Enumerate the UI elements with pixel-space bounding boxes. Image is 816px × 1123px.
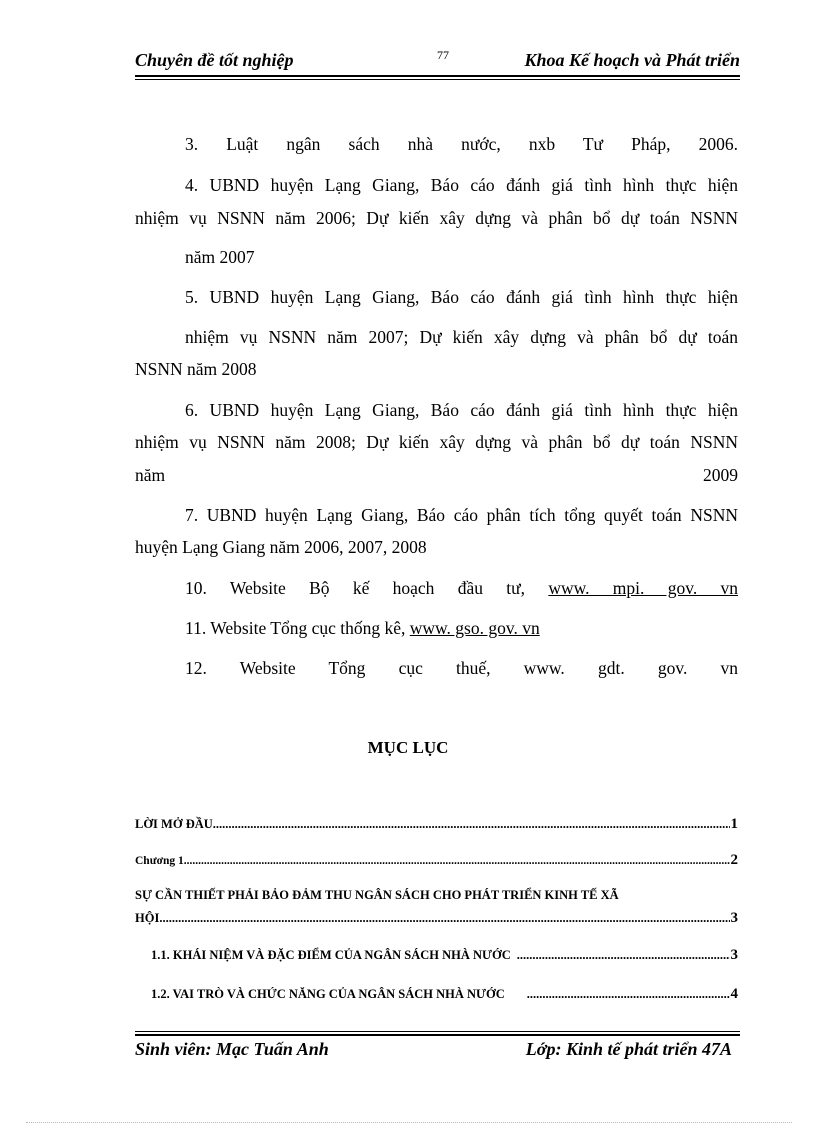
toc-title: MỤC LỤC [367,738,449,757]
reference-6-line-2: nhiệm vụ NSNN năm 2008; Dự kiến xây dựng và phân bổ dự toán NSNN [135,432,738,452]
reference-10 [135,578,738,598]
reference-6-year: 2009 [703,465,738,485]
toc-entry-label: SỰ CẦN THIẾT PHẢI BẢO ĐẢM THU NGÂN SÁCH CHO PHÁT TRIỂN KINH TẾ XÃ [135,888,619,902]
page-footer [135,1039,740,1065]
header-rule-thick [135,75,740,77]
header-right-title: Khoa Kế hoạch và Phát triển [524,50,740,70]
toc-entry-page: 3 [730,910,738,926]
reference-6-year-label: năm [135,465,166,485]
reference-5-line-2: nhiệm vụ NSNN năm 2007; Dự kiến xây dựng và phân bổ dự toán [185,327,738,347]
reference-4-line-3: năm 2007 [185,247,255,267]
toc-entry[interactable] [151,985,738,1003]
footer-rule-thick [135,1034,740,1036]
reference-5-line-3: NSNN năm 2008 [135,359,257,379]
footer-class: Lớp: Kinh tế phát triển 47A [525,1039,732,1059]
toc-entry-label: 1.1. KHÁI NIỆM VÀ ĐẶC ĐIỂM CỦA NGÂN SÁCH NHÀ NƯỚC [151,948,511,962]
reference-4-line-1: 4. UBND huyện Lạng Giang, Báo cáo đánh giá tình hình thực hiện [185,175,738,195]
toc-entry[interactable] [135,851,738,870]
reference-10-text: 10. Website Bộ kế hoạch đầu tư, [185,578,526,598]
toc-entry-page: 1 [730,816,738,832]
toc-entry-label: HỘI [135,911,160,925]
toc-entry-page: 4 [730,986,738,1002]
toc-leader [184,852,730,870]
toc-leader [505,985,730,1003]
header-left-title: Chuyên đề tốt nghiệp [135,50,294,70]
toc-entry-label: Chương 1 [135,855,184,867]
reference-4-line-2: nhiệm vụ NSNN năm 2006; Dự kiến xây dựng và phân bổ dự toán NSNN [135,208,738,228]
toc-entry-page: 2 [730,852,738,868]
footer-rule-thin [135,1031,740,1032]
toc-entry-label: LỜI MỞ ĐẦU [135,817,213,831]
reference-11 [135,618,738,638]
toc-leader [159,909,729,927]
toc-leader [213,815,730,833]
toc-entry[interactable] [135,815,738,833]
toc-entry-line [135,886,738,904]
toc-leader [511,946,730,964]
footer-student: Sinh viên: Mạc Tuấn Anh [135,1039,329,1059]
toc-entry[interactable] [135,909,738,927]
toc-entry[interactable] [151,946,738,964]
reference-12: 12. Website Tổng cục thuế, www. gdt. gov. vn [185,658,738,678]
toc-entry-page: 3 [730,947,738,963]
reference-7-line-1: 7. UBND huyện Lạng Giang, Báo cáo phân tích tổng quyết toán NSNN [185,505,738,525]
header-rule-thin [135,79,740,80]
reference-3: 3. Luật ngân sách nhà nước, nxb Tư Pháp, 2006. [185,134,738,154]
reference-5-line-1: 5. UBND huyện Lạng Giang, Báo cáo đánh giá tình hình thực hiện [185,287,738,307]
reference-11-text: 11. Website Tổng cục thống kê, [185,618,406,638]
page-header [135,48,740,74]
reference-11-link[interactable]: www. gso. gov. vn [409,618,540,638]
page-number: 77 [437,48,449,62]
reference-10-link[interactable]: www. mpi. gov. vn [548,578,738,598]
reference-6-line-3 [135,465,738,485]
reference-7-line-2: huyện Lạng Giang năm 2006, 2007, 2008 [135,537,427,557]
reference-6-line-1: 6. UBND huyện Lạng Giang, Báo cáo đánh giá tình hình thực hiện [185,400,738,420]
toc-entry-label: 1.2. VAI TRÒ VÀ CHỨC NĂNG CỦA NGÂN SÁCH NHÀ NƯỚC [151,987,505,1001]
